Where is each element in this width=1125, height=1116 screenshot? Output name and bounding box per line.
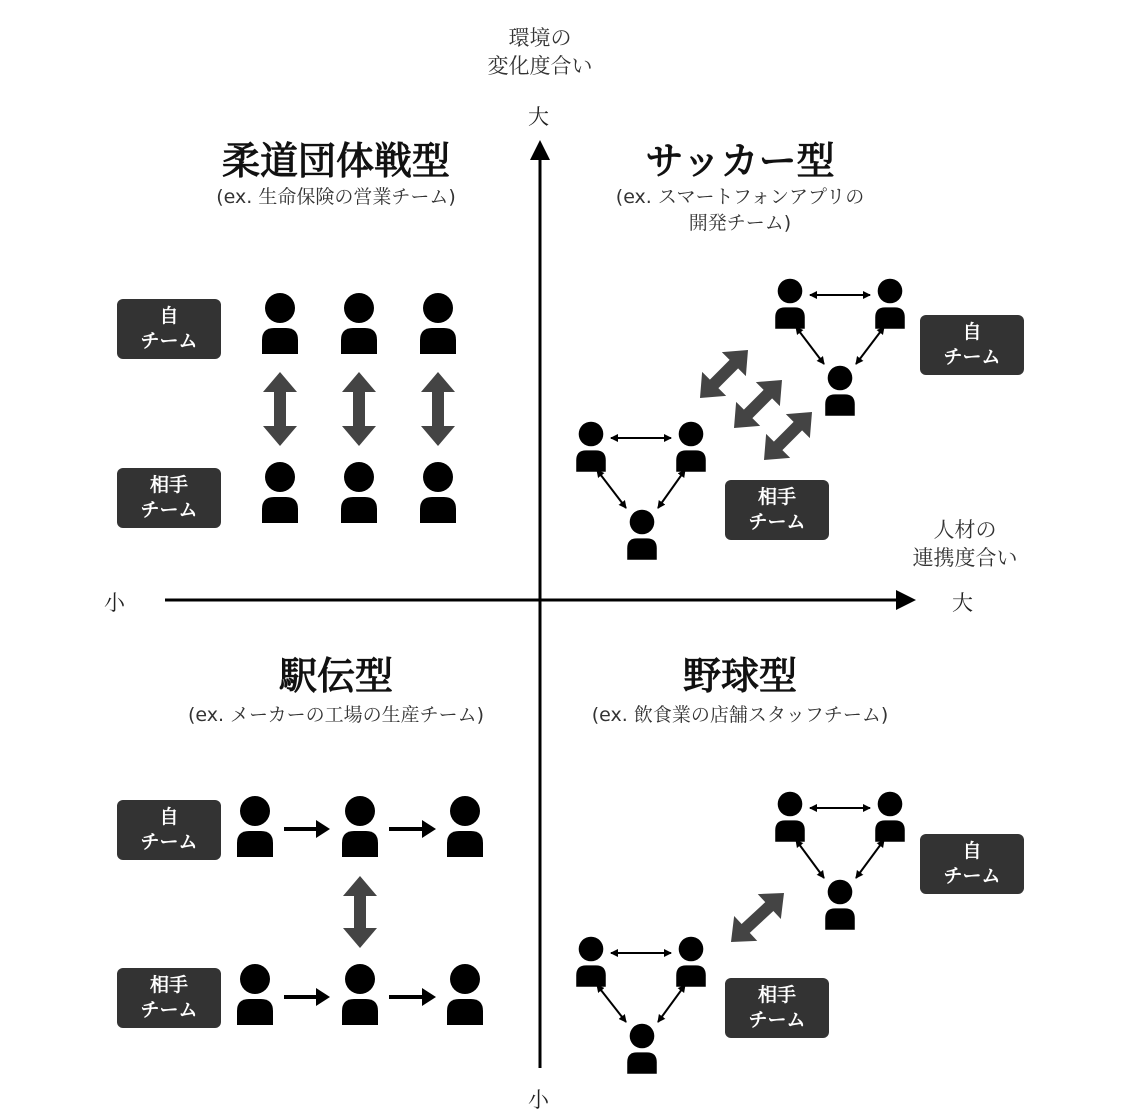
own-team-person-icon: [342, 796, 378, 857]
rival-team-person-icon: [676, 422, 706, 472]
own-team-link-arrow-icon: [856, 840, 884, 878]
own-team-person-icon: [341, 293, 377, 354]
quadrant-top-right-example: [560, 184, 920, 236]
rival-team-person-icon: [342, 964, 378, 1025]
horizontal-axis-title: [895, 516, 1035, 572]
rival-team-link-arrow-icon: [658, 985, 685, 1022]
rival-team-label-bottom-left: [117, 968, 221, 1028]
own-team-label-line2: チーム: [140, 330, 198, 352]
vertical-double-arrow-icon: [343, 876, 377, 948]
relay-arrow-icon-head: [422, 820, 436, 838]
diagonal-double-arrow-icon: [734, 380, 782, 428]
own-team-person-icon: [825, 880, 855, 930]
own-team-label-line1: 自: [962, 840, 982, 862]
vertical-double-arrow-icon: [263, 372, 297, 446]
diagonal-double-arrow-icon: [731, 893, 784, 942]
own-team-person-icon: [775, 792, 805, 842]
relay-arrow-icon-head: [422, 988, 436, 1006]
vertical-axis-title-line1: 環境の: [508, 26, 572, 50]
own-team-label-line1: 自: [159, 305, 179, 327]
rival-team-person-icon: [341, 462, 377, 523]
own-team-person-icon: [447, 796, 483, 857]
rival-team-label-top-left: [117, 468, 221, 528]
relay-arrow-icon-head: [316, 988, 330, 1006]
quadrant-top-right-example-line1: (ex. スマートフォンアプリの: [615, 186, 865, 208]
rival-team-label-line1: 相手: [757, 984, 796, 1006]
own-team-label-line1: 自: [962, 321, 982, 343]
rival-team-label-line2: チーム: [748, 511, 806, 533]
diagonal-double-arrow-icon: [764, 412, 812, 460]
own-team-label-bottom-right: [920, 834, 1024, 894]
quadrant-bottom-right-example: (ex. 飲食業の店舗スタッフチーム): [591, 704, 889, 726]
quadrant-bottom-right-title: 野球型: [682, 654, 797, 698]
quadrant-top-right-example-line2: 開発チーム): [688, 212, 792, 234]
rival-team-link-arrow-icon: [658, 470, 685, 508]
own-team-person-icon: [262, 293, 298, 354]
horizontal-axis-low-label: 小: [104, 591, 125, 615]
own-team-person-icon: [875, 279, 905, 329]
rival-team-label-line1: 相手: [757, 486, 796, 508]
rival-team-label-line1: 相手: [149, 474, 188, 496]
rival-team-person-icon: [420, 462, 456, 523]
horizontal-axis-arrowhead: [896, 590, 916, 610]
quadrant-bottom-left-example: (ex. メーカーの工場の生産チーム): [187, 704, 485, 726]
vertical-axis-high-label: 大: [528, 105, 549, 129]
rival-team-label-bottom-right: [725, 978, 829, 1038]
own-team-person-icon: [237, 796, 273, 857]
quadrant-top-left-example: (ex. 生命保険の営業チーム): [216, 186, 456, 208]
own-team-person-icon: [875, 792, 905, 842]
rival-team-person-icon: [627, 1024, 657, 1074]
own-team-person-icon: [775, 279, 805, 329]
quadrant-top-right-title: サッカー型: [645, 139, 835, 183]
own-team-link-arrow-icon: [796, 327, 824, 364]
own-team-label-line1: 自: [159, 806, 179, 828]
vertical-double-arrow-icon: [421, 372, 455, 446]
vertical-axis-title: [470, 24, 610, 80]
own-team-label-line2: チーム: [943, 865, 1001, 887]
horizontal-axis-title-line2: 連携度合い: [912, 546, 1018, 570]
rival-team-label-top-right: [725, 480, 829, 540]
vertical-axis-arrowhead: [530, 140, 550, 160]
vertical-axis-title-line2: 変化度合い: [487, 54, 593, 78]
quadrant-top-left-title: 柔道団体戦型: [221, 139, 450, 183]
vertical-axis-low-label: 小: [528, 1088, 549, 1112]
diagonal-double-arrow-icon: [700, 350, 748, 398]
own-team-person-icon: [825, 366, 855, 416]
rival-team-label-line2: チーム: [748, 1009, 806, 1031]
rival-team-person-icon: [447, 964, 483, 1025]
vertical-double-arrow-icon: [342, 372, 376, 446]
rival-team-person-icon: [576, 937, 606, 987]
rival-team-person-icon: [676, 937, 706, 987]
horizontal-axis-high-label: 大: [952, 591, 973, 615]
rival-team-person-icon: [237, 964, 273, 1025]
own-team-label-top-left: [117, 299, 221, 359]
rival-team-label-line2: チーム: [140, 499, 198, 521]
own-team-person-icon: [420, 293, 456, 354]
own-team-label-line2: チーム: [140, 831, 198, 853]
own-team-link-arrow-icon: [856, 327, 884, 364]
rival-team-person-icon: [262, 462, 298, 523]
own-team-link-arrow-icon: [796, 840, 824, 878]
rival-team-label-line1: 相手: [149, 974, 188, 996]
relay-arrow-icon-head: [316, 820, 330, 838]
horizontal-axis-title-line1: 人材の: [933, 518, 997, 542]
rival-team-link-arrow-icon: [597, 470, 626, 508]
own-team-label-top-right: [920, 315, 1024, 375]
rival-team-person-icon: [576, 422, 606, 472]
own-team-label-line2: チーム: [943, 346, 1001, 368]
rival-team-label-line2: チーム: [140, 999, 198, 1021]
quadrant-bottom-left-title: 駅伝型: [278, 654, 393, 698]
own-team-label-bottom-left: [117, 800, 221, 860]
rival-team-link-arrow-icon: [597, 985, 626, 1022]
rival-team-person-icon: [627, 510, 657, 560]
